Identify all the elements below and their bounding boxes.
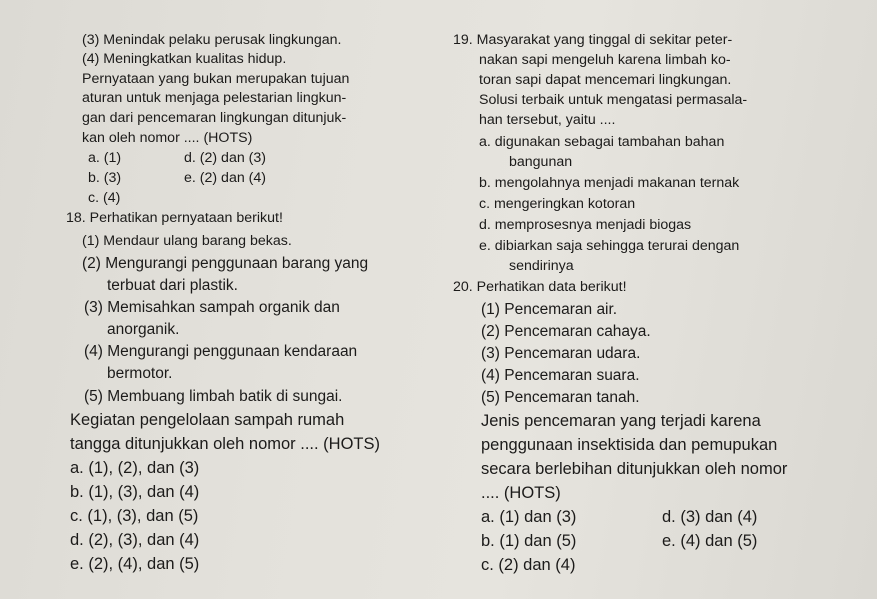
q19-option-b[interactable]: b. mengolahnya menjadi makanan ternak xyxy=(479,175,740,191)
q17-question-line: kan oleh nomor .... (HOTS) xyxy=(82,130,253,146)
q19-option-a-cont: bangunan xyxy=(509,154,573,170)
q18-question-line: tangga ditunjukkan oleh nomor .... (HOTS) xyxy=(70,435,380,453)
q18-statement-4: (4) Mengurangi penggunaan kendaraan xyxy=(84,343,358,360)
q20-item-2: (2) Pencemaran cahaya. xyxy=(481,323,651,340)
q17-question-line: gan dari pencemaran lingkungan ditunjuk- xyxy=(82,110,347,126)
q17-question-line: aturan untuk menjaga pelestarian lingkun- xyxy=(82,90,347,106)
q20-option-b[interactable]: b. (1) dan (5) xyxy=(481,532,577,550)
q18-statement-5: (5) Membuang limbah batik di sungai. xyxy=(84,388,343,405)
q20-item-3: (3) Pencemaran udara. xyxy=(481,345,641,362)
q18-option-e[interactable]: e. (2), (4), dan (5) xyxy=(70,555,200,573)
q18-statement-1: (1) Mendaur ulang barang bekas. xyxy=(82,233,292,249)
q19-question-line: nakan sapi mengeluh karena limbah ko- xyxy=(479,52,731,68)
q18-question-line: Kegiatan pengelolaan sampah rumah xyxy=(70,411,345,429)
q19-option-e-cont: sendirinya xyxy=(509,258,574,274)
q18-title: 18. Perhatikan pernyataan berikut! xyxy=(66,210,283,226)
q18-statement-3: (3) Memisahkan sampah organik dan xyxy=(84,299,340,316)
q20-item-5: (5) Pencemaran tanah. xyxy=(481,389,640,406)
q18-statement-2: (2) Mengurangi penggunaan barang yang xyxy=(82,255,369,272)
q19-question-line: 19. Masyarakat yang tinggal di sekitar peter- xyxy=(453,32,733,48)
q19-question-line: Solusi terbaik untuk mengatasi permasala- xyxy=(479,92,748,108)
q18-option-d[interactable]: d. (2), (3), dan (4) xyxy=(70,531,200,549)
q19-question-line: han tersebut, yaitu .... xyxy=(479,112,616,128)
q20-option-e[interactable]: e. (4) dan (5) xyxy=(662,532,758,550)
q20-title: 20. Perhatikan data berikut! xyxy=(453,279,627,295)
q17-option-e[interactable]: e. (2) dan (4) xyxy=(184,170,267,186)
q17-option-d[interactable]: d. (2) dan (3) xyxy=(184,150,267,166)
q18-statement-2-cont: terbuat dari plastik. xyxy=(107,277,238,294)
q20-question-line: .... (HOTS) xyxy=(481,484,561,502)
q17-question-line: Pernyataan yang bukan merupakan tujuan xyxy=(82,71,350,87)
q20-option-c[interactable]: c. (2) dan (4) xyxy=(481,556,576,574)
q18-statement-3-cont: anorganik. xyxy=(107,321,180,338)
q20-item-4: (4) Pencemaran suara. xyxy=(481,367,640,384)
q19-option-c[interactable]: c. mengeringkan kotoran xyxy=(479,196,636,212)
q17-option-c[interactable]: c. (4) xyxy=(88,190,121,206)
q20-question-line: Jenis pencemaran yang terjadi karena xyxy=(481,412,761,430)
q18-option-a[interactable]: a. (1), (2), dan (3) xyxy=(70,459,200,477)
q20-question-line: penggunaan insektisida dan pemupukan xyxy=(481,436,778,454)
q20-option-a[interactable]: a. (1) dan (3) xyxy=(481,508,577,526)
q17-option-a[interactable]: a. (1) xyxy=(88,150,122,166)
q17-statement-4: (4) Meningkatkan kualitas hidup. xyxy=(82,51,287,67)
q19-option-a[interactable]: a. digunakan sebagai tambahan bahan xyxy=(479,134,725,150)
q20-question-line: secara berlebihan ditunjukkan oleh nomor xyxy=(481,460,788,478)
q19-option-d[interactable]: d. memprosesnya menjadi biogas xyxy=(479,217,692,233)
q17-statement-3: (3) Menindak pelaku perusak lingkungan. xyxy=(82,32,342,48)
q17-option-b[interactable]: b. (3) xyxy=(88,170,122,186)
q20-item-1: (1) Pencemaran air. xyxy=(481,301,618,318)
q18-statement-4-cont: bermotor. xyxy=(107,365,173,382)
q20-option-d[interactable]: d. (3) dan (4) xyxy=(662,508,758,526)
q18-option-b[interactable]: b. (1), (3), dan (4) xyxy=(70,483,200,501)
q19-question-line: toran sapi dapat mencemari lingkungan. xyxy=(479,72,732,88)
q19-option-e[interactable]: e. dibiarkan saja sehingga terurai dengan xyxy=(479,238,740,254)
q18-option-c[interactable]: c. (1), (3), dan (5) xyxy=(70,507,199,525)
